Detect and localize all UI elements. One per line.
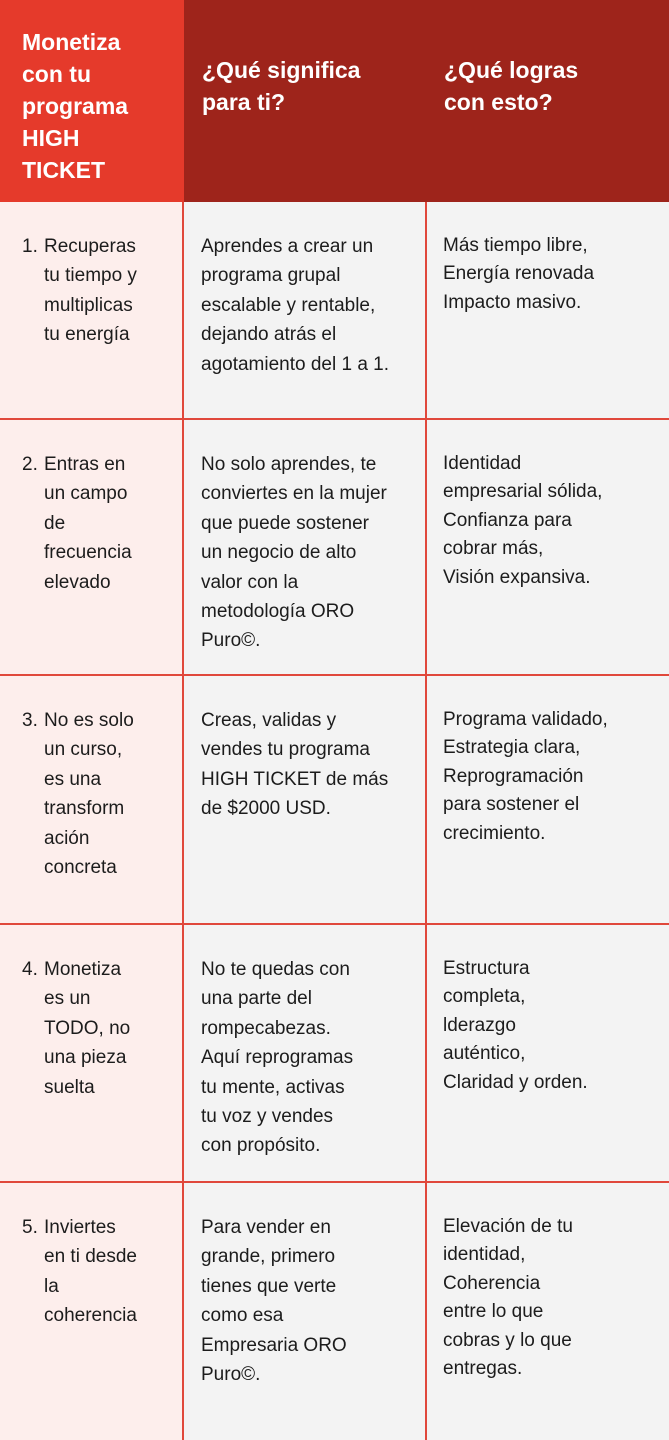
row-3-benefit bbox=[0, 676, 184, 925]
header-col2-text: ¿Qué significa para ti? bbox=[202, 57, 361, 115]
row-number: 2. bbox=[22, 454, 38, 475]
header-achievement bbox=[427, 0, 669, 202]
row-number: 3. bbox=[22, 710, 38, 731]
row-title: Entras en un campo de frecuencia elevado bbox=[44, 454, 132, 593]
meaning-text: Aprendes a crear un programa grupal escalable y rentable, dejando atrás el agotamiento del 1 a 1. bbox=[201, 236, 390, 375]
row-1-meaning bbox=[184, 202, 427, 420]
row-title: Monetiza es un TODO, no una pieza suelta bbox=[44, 959, 131, 1098]
header-col3-text: ¿Qué logras con esto? bbox=[444, 57, 579, 115]
achievement-text: Estructura completa, lderazgo auténtico, Claridad y orden. bbox=[443, 958, 588, 1093]
row-title: Recuperas tu tiempo y multiplicas tu energía bbox=[44, 236, 137, 346]
header-meaning bbox=[184, 0, 427, 202]
achievement-text: Más tiempo libre, Energía renovada Impacto masivo. bbox=[443, 235, 595, 313]
achievement-text: Programa validado, Estrategia clara, Reprogramación para sostener el crecimiento. bbox=[443, 709, 608, 844]
row-number: 4. bbox=[22, 959, 38, 980]
row-5-benefit bbox=[0, 1183, 184, 1440]
achievement-text: Elevación de tu identidad, Coherencia entre lo que cobras y lo que entregas. bbox=[443, 1216, 573, 1380]
row-4-achievement bbox=[427, 925, 669, 1183]
achievement-text: Identidad empresarial sólida, Confianza para cobrar más, Visión expansiva. bbox=[443, 453, 603, 588]
row-title: No es solo un curso, es una transform ación concreta bbox=[44, 710, 134, 879]
row-number: 5. bbox=[22, 1217, 38, 1238]
meaning-text: Para vender en grande, primero tienes que verte como esa Empresaria ORO Puro©. bbox=[201, 1217, 347, 1386]
header-program-title bbox=[0, 0, 184, 202]
row-3-meaning bbox=[184, 676, 427, 925]
meaning-text: No solo aprendes, te conviertes en la mujer que puede sostener un negocio de alto valor con la metodología ORO Puro©. bbox=[201, 454, 387, 652]
row-5-meaning bbox=[184, 1183, 427, 1440]
row-2-achievement bbox=[427, 420, 669, 676]
row-3-achievement bbox=[427, 676, 669, 925]
row-1-achievement bbox=[427, 202, 669, 420]
row-2-benefit bbox=[0, 420, 184, 676]
header-col1-text: Monetiza con tu programa HIGH TICKET bbox=[22, 29, 129, 183]
row-2-meaning bbox=[184, 420, 427, 676]
meaning-text: No te quedas con una parte del rompecabezas. Aquí reprogramas tu mente, activas tu voz y vendes con propósito. bbox=[201, 959, 354, 1157]
row-1-benefit bbox=[0, 202, 184, 420]
row-4-benefit bbox=[0, 925, 184, 1183]
row-4-meaning bbox=[184, 925, 427, 1183]
row-number: 1. bbox=[22, 236, 38, 257]
meaning-text: Creas, validas y vendes tu programa HIGH TICKET de más de $2000 USD. bbox=[201, 710, 389, 820]
row-title: Inviertes en ti desde la coherencia bbox=[44, 1217, 137, 1327]
row-5-achievement bbox=[427, 1183, 669, 1440]
